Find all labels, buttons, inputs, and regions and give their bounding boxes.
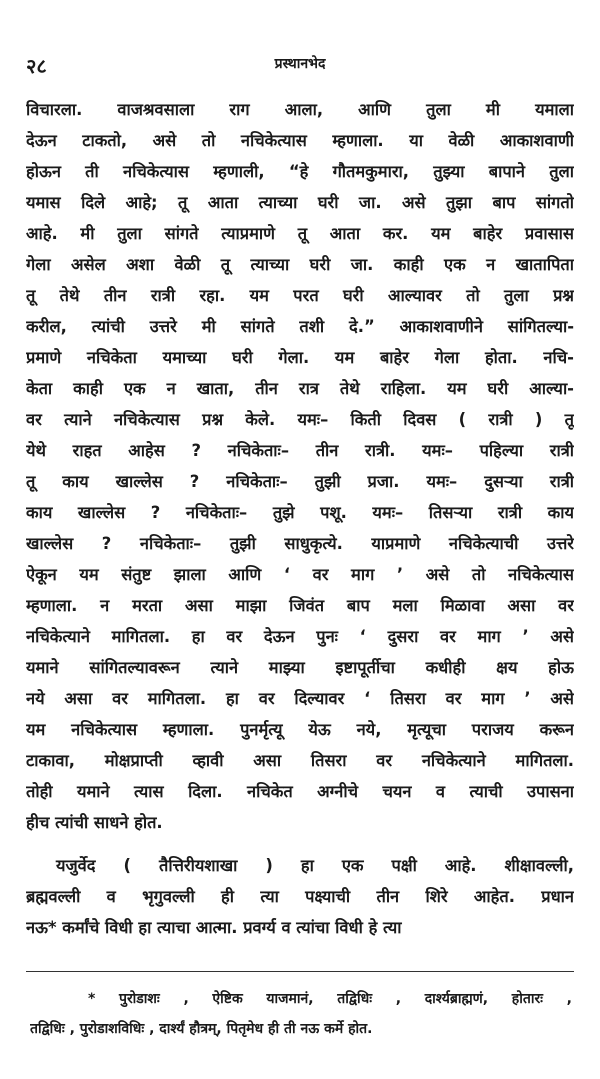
paragraph-line: ऐकून यम संतुष्ट झाला आणि ‘ वर माग ’ असे तो नचिकेत्यास [26,565,574,584]
paragraph-line: होऊन ती नचिकेत्यास म्हणाली, “हे गौतमकुमारा, तुझ्या बापाने तुला [26,162,574,181]
paragraph-line: नये असा वर मागितला. हा वर दिल्यावर ‘ तिसरा वर माग ’ असे [26,689,574,708]
paragraph-line: यजुर्वेद ( तैत्तिरीयशाखा ) हा एक पक्षी आहे. शीक्षावल्ली, [56,856,574,875]
paragraph-line: करील, त्यांची उत्तरे मी सांगते तशी दे.” आकाशवाणीने सांगितल्या- [26,317,574,336]
paragraph-line: खाल्लेस ? नचिकेताः– तुझी साधुकृत्ये. याप्रमाणे नचिकेत्याची उत्तरे [26,534,574,553]
paragraph-line: तू काय खाल्लेस ? नचिकेताः– तुझी प्रजा. यमः– दुसऱ्या रात्री [26,472,574,491]
paragraph-line: देऊन टाकतो, असे तो नचिकेत्यास म्हणाला. या वेळी आकाशवाणी [26,131,574,150]
paragraph-line: विचारला. वाजश्रवसाला राग आला, आणि तुला मी यमाला [26,100,574,119]
running-title: प्रस्थानभेद [274,56,326,72]
paragraph-line: गेला असेल अशा वेळी तू त्याच्या घरी जा. काही एक न खातापिता [26,255,574,274]
paragraph-line: म्हणाला. न मरता असा माझा जिवंत बाप मला मिळावा असा वर [26,596,574,615]
paragraph-line: यमास दिले आहे; तू आता त्याच्या घरी जा. असे तुझा बाप सांगतो [26,193,574,212]
body-text [26,94,574,943]
footnote [30,984,572,1044]
paragraph-line: टाकावा, मोक्षप्राप्ती व्हावी असा तिसरा वर नचिकेत्याने मागितला. [26,751,574,770]
footnote-line: तद्विधिः , पुरोडाशविधिः , दार्श्यं हौत्रम्, पितृमेध ही ती नऊ कर्मे होत. [30,1021,373,1037]
paragraph-line: वर त्याने नचिकेत्यास प्रश्न केले. यमः– किती दिवस ( रात्री ) तू [26,410,574,429]
paragraph-line: केता काही एक न खाता, तीन रात्र तेथे राहिला. यम घरी आल्या- [26,379,574,398]
footnote-divider [26,971,574,972]
page-number: २८ [26,54,47,78]
paragraph-line: नऊ* कर्मांचे विधी हा त्याचा आत्मा. प्रवर्ग्य व त्यांचा विधी हे त्या [26,918,402,937]
paragraph-line: तू तेथे तीन रात्री रहा. यम परत घरी आल्यावर तो तुला प्रश्न [26,286,574,305]
footnote-line: * पुरोडाशः , ऐष्टिक याजमानं, तद्विधिः , दार्श्यब्राह्मणं, होतारः , [88,991,572,1007]
paragraph-1 [26,94,574,838]
paragraph-line: येथे राहत आहेस ? नचिकेताः– तीन रात्री. यमः– पहिल्या रात्री [26,441,574,460]
page-header [26,52,574,80]
paragraph-gap [26,838,574,850]
paragraph-line: नचिकेत्याने मागितला. हा वर देऊन पुनः ‘ दुसरा वर माग ’ असे [26,627,574,646]
paragraph-line: प्रमाणे नचिकेता यमाच्या घरी गेला. यम बाहेर गेला होता. नचि- [26,348,574,367]
paragraph-line: ब्रह्मवल्ली व भृगुवल्ली ही त्या पक्ष्याची तीन शिरे आहेत. प्रधान [26,887,574,906]
paragraph-line: हीच त्यांची साधने होत. [26,813,163,832]
paragraph-line: यम नचिकेत्यास म्हणाला. पुनर्मृत्यू येऊ नये, मृत्यूचा पराजय करून [26,720,574,739]
paragraph-line: काय खाल्लेस ? नचिकेताः– तुझे पशू. यमः– तिसऱ्या रात्री काय [26,503,574,522]
paragraph-2 [26,850,574,943]
paragraph-line: तोही यमाने त्यास दिला. नचिकेत अग्नीचे चयन व त्याची उपासना [26,782,574,801]
paragraph-line: आहे. मी तुला सांगते त्याप्रमाणे तू आता कर. यम बाहेर प्रवासास [26,224,574,243]
paragraph-line: यमाने सांगितल्यावरून त्याने माझ्या इष्टापूर्तीचा कधीही क्षय होऊ [26,658,574,677]
